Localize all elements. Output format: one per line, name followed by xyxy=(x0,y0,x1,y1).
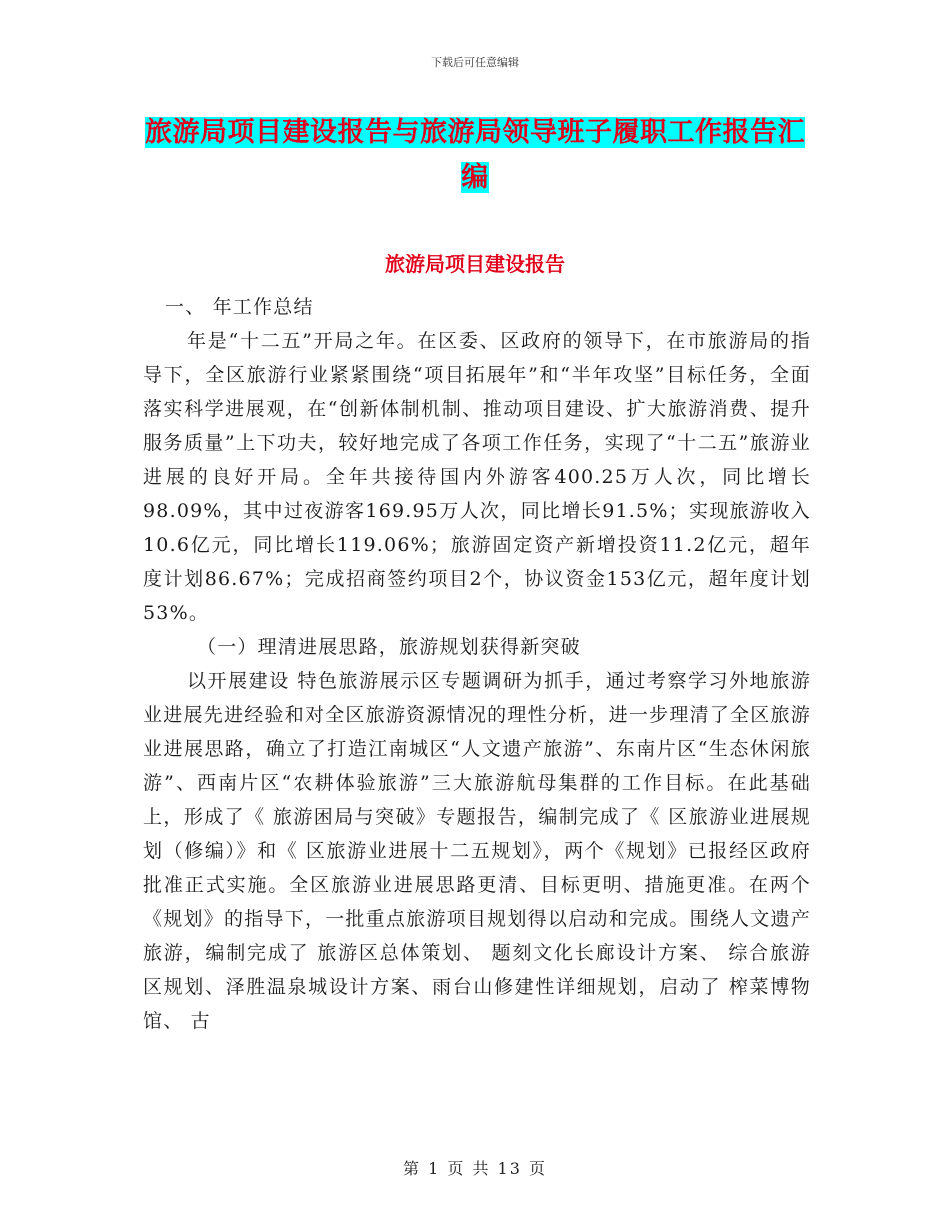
document-title-text: 旅游局项目建设报告与旅游局领导班子履职工作报告汇编 xyxy=(145,117,805,193)
document-body xyxy=(143,290,811,1038)
section-title: 旅游局项目建设报告 xyxy=(385,252,565,276)
page-number: 第 1 页 共 13 页 xyxy=(403,1159,547,1178)
document-title xyxy=(140,110,810,200)
subheading-planning: （一）理清进展思路，旅游规划获得新突破 xyxy=(197,636,581,658)
paragraph-overview: 年是“十二五”开局之年。在区委、区政府的领导下，在市旅游局的指导下，全区旅游行业紧紧围绕“项目拓展年”和“半年攻坚”目标任务，全面落实科学进展观，在“创新体制机制、推动项目建设、扩大旅游消费、提升服务质量”上下功夫，较好地完成了各项工作任务，实现了“十二五”旅游业进展的良好开局。全年共接待国内外游客400.25万人次，同比增长98.09%，其中过夜游客169.95万人次，同比增长91.5%；实现旅游收入10.6亿元，同比增长119.06%；旅游固定资产新增投资11.2亿元，超年度计划86.67%；完成招商签约项目2个，协议资金153亿元，超年度计划53%。 xyxy=(143,330,811,624)
page-header-note: 下载后可任意编辑 xyxy=(431,56,519,69)
paragraph-planning: 以开展建设 特色旅游展示区专题调研为抓手，通过考察学习外地旅游业进展先进经验和对全区旅游资源情况的理性分析，进一步理清了全区旅游业进展思路，确立了打造江南城区“人文遗产旅游”、东南片区“生态休闲旅游”、西南片区“农耕体验旅游”三大旅游航母集群的工作目标。在此基础上，形成了《 旅游困局与突破》专题报告，编制完成了《 区旅游业进展规划（修编）》和《 区旅游业进展十二五规划》，两个《规划》已报经区政府批准正式实施。全区旅游业进展思路更清、目标更明、措施更准。在两个《规划》的指导下，一批重点旅游项目规划得以启动和完成。围绕人文遗产旅游，编制完成了 旅游区总体策划、 题刻文化长廊设计方案、 综合旅游区规划、泽胜温泉城设计方案、雨台山修建性详细规划，启动了 榨菜博物馆、 古 xyxy=(143,670,811,1032)
heading-year-summary: 一、 年工作总结 xyxy=(165,296,314,318)
